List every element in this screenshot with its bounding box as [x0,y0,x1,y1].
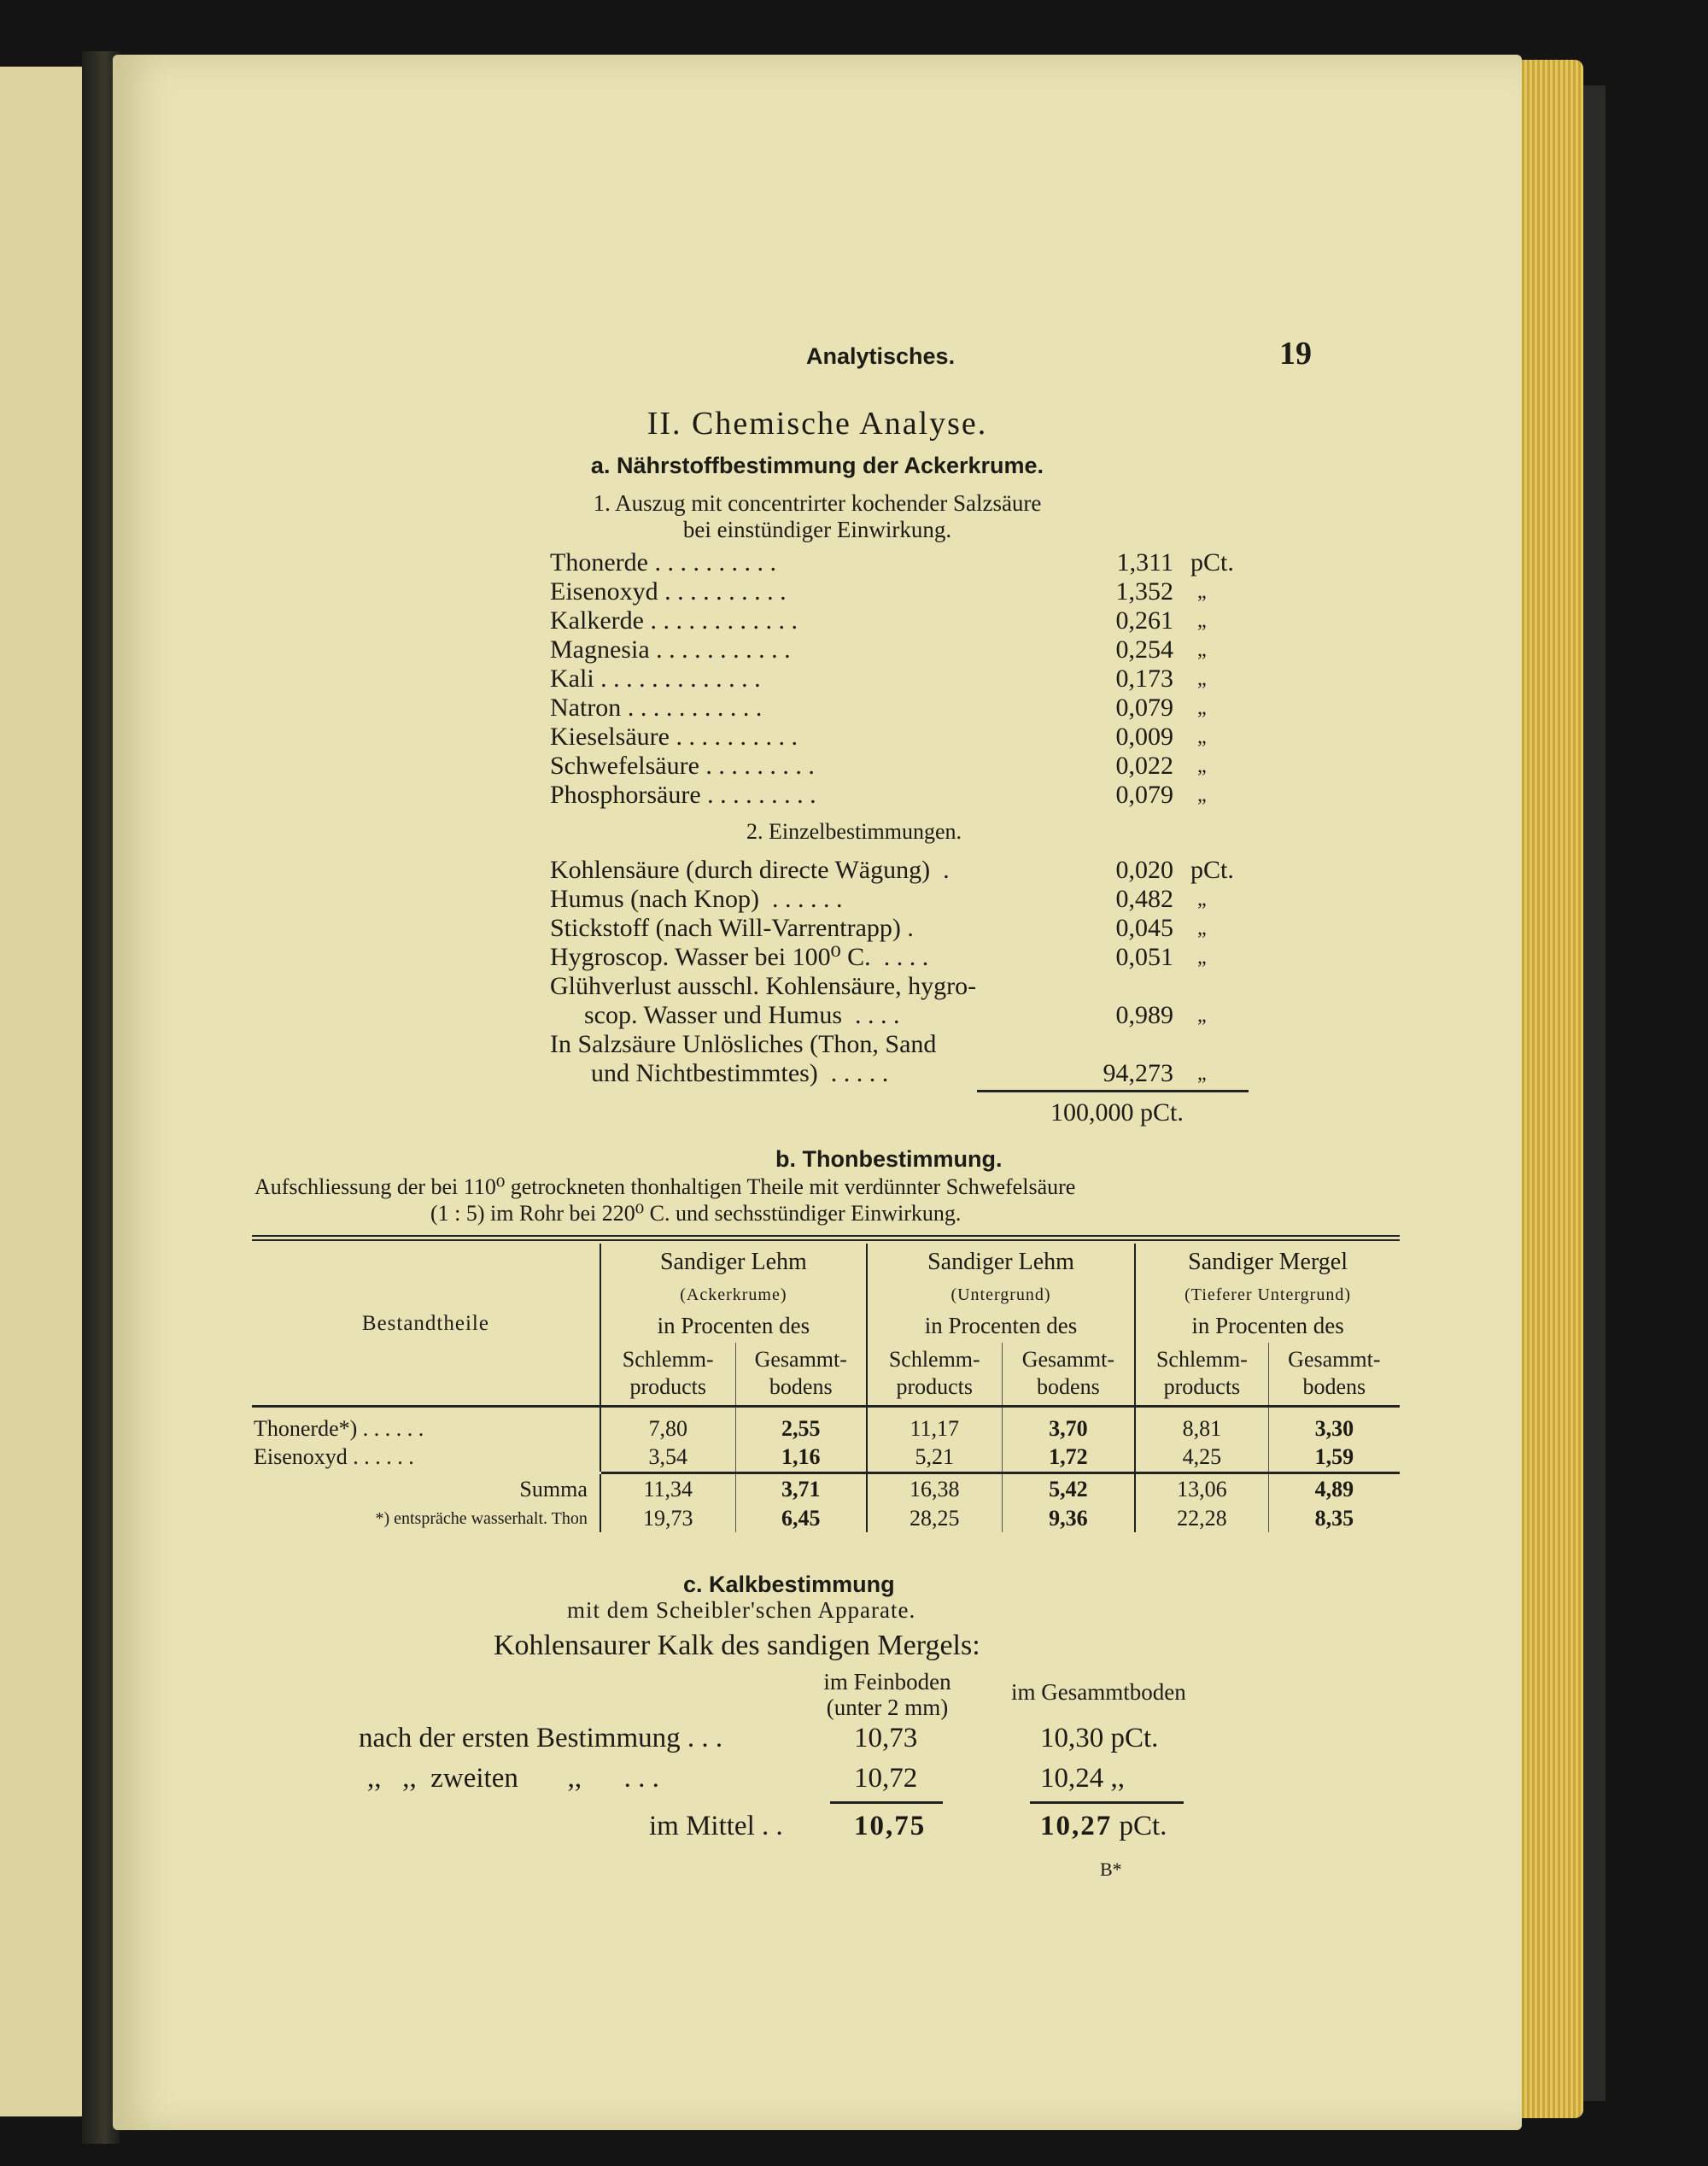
col-header: Schlemm- products [600,1343,735,1406]
item-name: Humus (nach Knop) [550,885,759,913]
item-unit: „ [1197,610,1207,632]
item-value: 0,079 [1115,781,1173,809]
part-b-heading: b. Thonbestimmung. [775,1146,1003,1172]
kalk-rule [1030,1801,1184,1804]
book-cover-edge [1583,85,1606,2101]
kalk-label: ,, ,, zweiten ,, [367,1763,582,1794]
row-header: Bestandtheile [252,1244,600,1406]
item-name: Hygroscop. Wasser bei 100⁰ C. [550,943,871,971]
item-value: 1,311 [1116,548,1173,577]
item-name: Eisenoxyd [550,577,658,606]
item-name: Phosphorsäure [550,781,701,809]
gluehverlust-line1: Glühverlust ausschl. Kohlensäure, hygro- [550,972,977,1000]
item-unit: „ [1197,726,1207,748]
group-sub: (Untergrund) [867,1281,1135,1308]
item-unit: „ [1197,946,1207,969]
group-basis: in Procenten des [867,1308,1135,1343]
item-unit: „ [1197,581,1207,603]
part-c-title: Kohlensaurer Kalk des sandigen Mergels: [494,1630,980,1661]
item-unit: pCt. [1190,548,1234,577]
part-b-desc-line1: Aufschliessung der bei 110⁰ getrockneten thonhaltigen Theile mit verdünnter Schwefelsäure [254,1174,1076,1199]
gluehverlust-value: 0,989 [1115,1001,1173,1029]
item-unit: „ [1197,697,1207,719]
item-name: Kohlensäure (durch directe Wägung) [550,856,931,884]
item-dots: . . . . . . . . . . [676,723,798,751]
item-dots: . . . . . . . . . . . [656,635,791,664]
part-c-subheading: mit dem Scheibler'schen Apparate. [567,1597,916,1623]
page-number: 19 [1279,336,1312,372]
group-sub: (Ackerkrume) [600,1281,867,1308]
item-dots: . . . . . . [771,885,843,913]
kalk-v2: 10,24 ,, [1040,1763,1125,1794]
kalk-row: im Mittel . . [649,1811,783,1841]
col-header: Schlemm- products [867,1343,1002,1406]
col-header: Gesammt- bodens [1002,1343,1135,1406]
col-header: Gesammt- bodens [1268,1343,1400,1406]
clay-table [252,1244,1400,1532]
col-header: Gesammt- bodens [735,1343,867,1406]
total-row [1050,1098,1184,1127]
part-b-desc-line2: (1 : 5) im Rohr bei 220⁰ C. und sechsstündiger Einwirkung. [430,1201,962,1226]
table-row: Summa 11,34 3,71 16,38 5,42 13,06 4,89 [252,1472,1400,1505]
sum-rule [977,1090,1249,1092]
total-value: 100,000 [1050,1098,1134,1127]
item-value: 1,352 [1115,577,1173,606]
running-title: Analytisches. [806,343,956,369]
kalk-rule [830,1801,943,1804]
kalk-v1: 10,73 [854,1723,918,1753]
table-top-rule [252,1239,1400,1241]
book-page [113,55,1522,2130]
item-dots: . . . . . . . . . . [664,577,787,606]
item-value: 0,051 [1115,943,1173,971]
item-value: 0,482 [1115,885,1173,913]
part-a-heading: a. Nährstoffbestimmung der Ackerkrume. [590,453,1044,478]
item-name: Stickstoff (nach Will-Varrentrapp) [550,914,901,942]
section-title: II. Chemische Analyse. [646,406,988,442]
part-c-col2: im Gesammtboden [1011,1679,1186,1705]
item-dots: . . . . [883,943,929,971]
col-header: Schlemm- products [1135,1343,1268,1406]
table-row: Thonerde*) . . . . . . 7,80 2,55 11,17 3,70 8,81 3,30 [252,1414,1400,1443]
item-unit: „ [1197,668,1207,690]
unloesl-value: 94,273 [1103,1059,1173,1087]
kalk-v1: 10,72 [854,1763,918,1794]
kalk-row: ,, ,, zweiten ,, . . . [367,1763,659,1794]
group-title: Sandiger Lehm [867,1244,1135,1281]
item-value: 0,022 [1115,752,1173,780]
item-dots: . . . . . . . . . . . . [650,606,798,635]
table-top-rule [252,1235,1400,1237]
item-value: 0,261 [1115,606,1173,635]
group-title: Sandiger Lehm [600,1244,867,1281]
item-name: Thonerde [550,548,648,577]
item-unit: „ [1197,639,1207,661]
item-value: 0,079 [1115,694,1173,722]
kalk-v1: 10,75 [854,1811,927,1841]
gluehverlust-line2: scop. Wasser und Humus [584,1001,843,1029]
item-name: Natron [550,694,622,722]
kalk-label: nach der ersten Bestimmung [359,1723,681,1753]
part-a-sub2-heading: 2. Einzelbestimmungen. [746,819,962,844]
table-row: Eisenoxyd . . . . . . 3,54 1,16 5,21 1,72 4,25 1,59 [252,1443,1400,1472]
part-c-heading: c. Kalkbestimmung [683,1572,895,1597]
item-dots: . [943,856,950,884]
item-name: Magnesia [550,635,650,664]
group-basis: in Procenten des [600,1308,867,1343]
item-name: Kalkerde [550,606,644,635]
part-a-sub1-line2: bei einstündiger Einwirkung. [682,517,952,542]
item-value: 0,045 [1115,914,1173,942]
unloesl-unit: „ [1197,1063,1207,1085]
item-unit: pCt. [1190,856,1234,884]
group-sub: (Tieferer Untergrund) [1135,1281,1400,1308]
kalk-label: im Mittel [649,1811,755,1841]
item-unit: „ [1197,755,1207,777]
item-dots: . . . . . . . . . [705,752,815,780]
item-unit: „ [1197,784,1207,806]
left-page-edge [0,67,92,2116]
kalk-row: nach der ersten Bestimmung . . . [359,1723,723,1753]
group-basis: in Procenten des [1135,1308,1400,1343]
page-edges [1522,60,1583,2118]
unloesl-line2: und Nichtbestimmtes) [591,1059,818,1087]
item-dots: . . . . [855,1001,900,1029]
item-unit: „ [1197,917,1207,940]
item-unit: „ [1197,888,1207,910]
signature-mark: B* [1100,1859,1122,1880]
group-title: Sandiger Mergel [1135,1244,1400,1281]
kalk-v2: 10,30 pCt. [1040,1723,1159,1753]
item-dots: . . . . . . . . . . . . . [600,664,761,693]
total-unit: pCt. [1140,1098,1184,1127]
item-value: 0,173 [1115,664,1173,693]
item-dots: . . . . . . . . . . [654,548,776,577]
item-dots: . . . . . . . . . [707,781,816,809]
item-value: 0,020 [1115,856,1173,884]
table-row: *) entspräche wasserhalt. Thon 19,73 6,45 28,25 9,36 22,28 8,35 [252,1505,1400,1532]
gluehverlust-unit: „ [1197,1004,1207,1027]
item-dots: . . . . . [830,1059,889,1087]
item-name: Kieselsäure [550,723,670,751]
unloesl-line1: In Salzsäure Unlösliches (Thon, Sand [550,1030,937,1058]
item-name: Schwefelsäure [550,752,699,780]
kalk-v2: 10,27 pCt. [1040,1811,1167,1841]
item-value: 0,009 [1115,723,1173,751]
item-dots: . . . . . . . . . . . [627,694,763,722]
part-c-col1: im Feinboden (unter 2 mm) [823,1669,951,1720]
item-name: Kali [550,664,594,693]
item-value: 0,254 [1115,635,1173,664]
part-a-sub1-line1: 1. Auszug mit concentrirter kochender Salzsäure [593,490,1042,516]
item-dots: . [907,914,914,942]
